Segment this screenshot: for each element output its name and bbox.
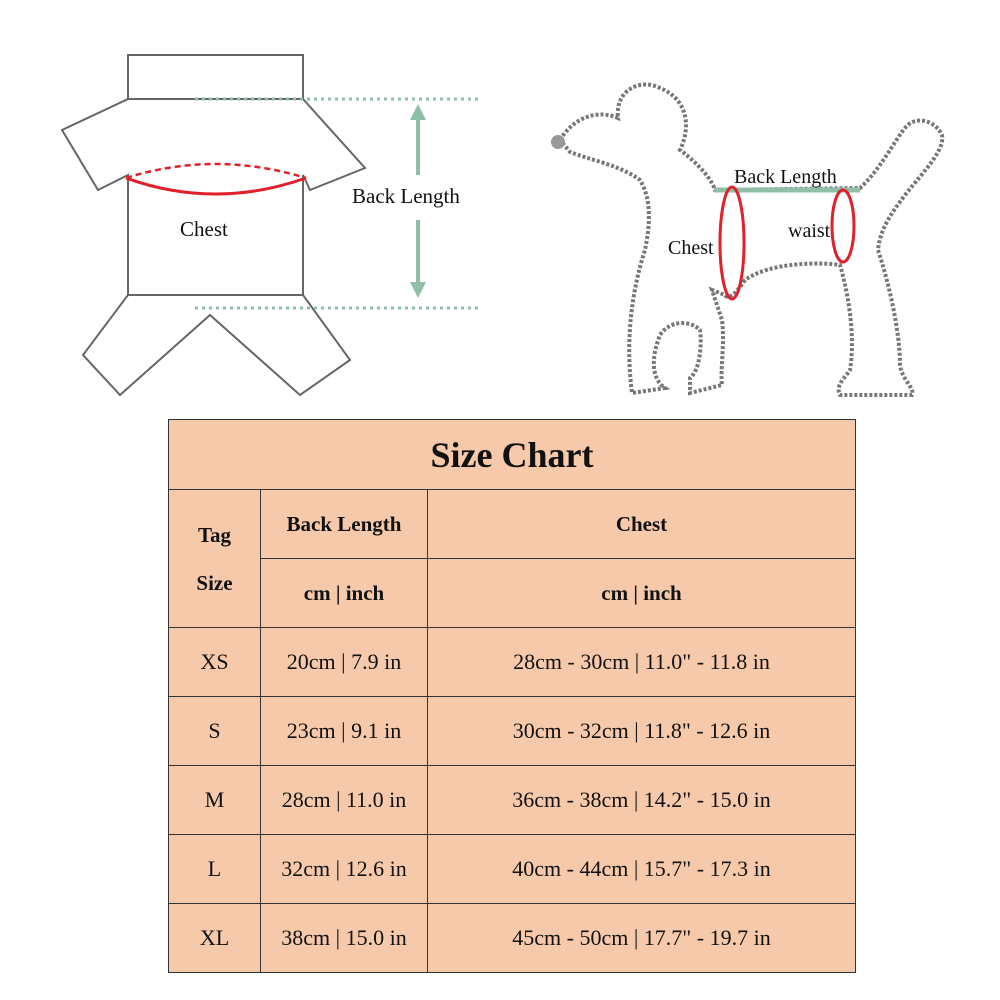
table-row <box>169 904 856 973</box>
dog-diagram <box>551 85 942 395</box>
size-cell: S <box>169 697 261 766</box>
table-row <box>169 835 856 904</box>
dog-waist-loop <box>832 190 854 262</box>
dog-chest-loop <box>720 187 744 299</box>
shirt-arrow-down-head <box>410 282 426 298</box>
chest-unit-header: cm | inch <box>428 559 856 628</box>
shirt-chest-label: Chest <box>180 217 228 241</box>
shirt-collar <box>128 55 303 99</box>
back-length-unit-header: cm | inch <box>261 559 428 628</box>
table-row <box>169 697 856 766</box>
chest-cell: 40cm - 44cm | 15.7" - 17.3 in <box>428 835 856 904</box>
tag-size-header-line2: Size <box>196 570 233 595</box>
size-chart-title: Size Chart <box>169 420 856 490</box>
shirt-diagram <box>62 55 480 395</box>
shirt-back-length-label: Back Length <box>352 184 460 208</box>
back-length-cell: 23cm | 9.1 in <box>261 697 428 766</box>
table-row <box>169 628 856 697</box>
tag-size-header-line1: Tag <box>197 522 232 547</box>
chest-cell: 45cm - 50cm | 17.7" - 19.7 in <box>428 904 856 973</box>
size-cell: XS <box>169 628 261 697</box>
chest-cell: 36cm - 38cm | 14.2" - 15.0 in <box>428 766 856 835</box>
size-cell: XL <box>169 904 261 973</box>
measurement-diagrams <box>0 0 1000 420</box>
dog-outline <box>560 85 942 395</box>
tag-size-header <box>169 490 261 628</box>
back-length-cell: 38cm | 15.0 in <box>261 904 428 973</box>
back-length-cell: 32cm | 12.6 in <box>261 835 428 904</box>
dog-waist-label: waist <box>788 220 831 242</box>
dog-back-length-label: Back Length <box>734 166 837 188</box>
shirt-legs <box>83 295 350 395</box>
shirt-body <box>62 99 365 295</box>
size-cell: M <box>169 766 261 835</box>
chest-cell: 28cm - 30cm | 11.0" - 11.8 in <box>428 628 856 697</box>
dog-chest-label: Chest <box>668 237 714 259</box>
chest-cell: 30cm - 32cm | 11.8" - 12.6 in <box>428 697 856 766</box>
chest-header: Chest <box>428 490 856 559</box>
size-cell: L <box>169 835 261 904</box>
back-length-cell: 28cm | 11.0 in <box>261 766 428 835</box>
back-length-cell: 20cm | 7.9 in <box>261 628 428 697</box>
size-chart-table <box>168 419 856 973</box>
table-row <box>169 766 856 835</box>
shirt-arrow-up-head <box>410 104 426 120</box>
back-length-header: Back Length <box>261 490 428 559</box>
dog-nose <box>551 135 565 149</box>
